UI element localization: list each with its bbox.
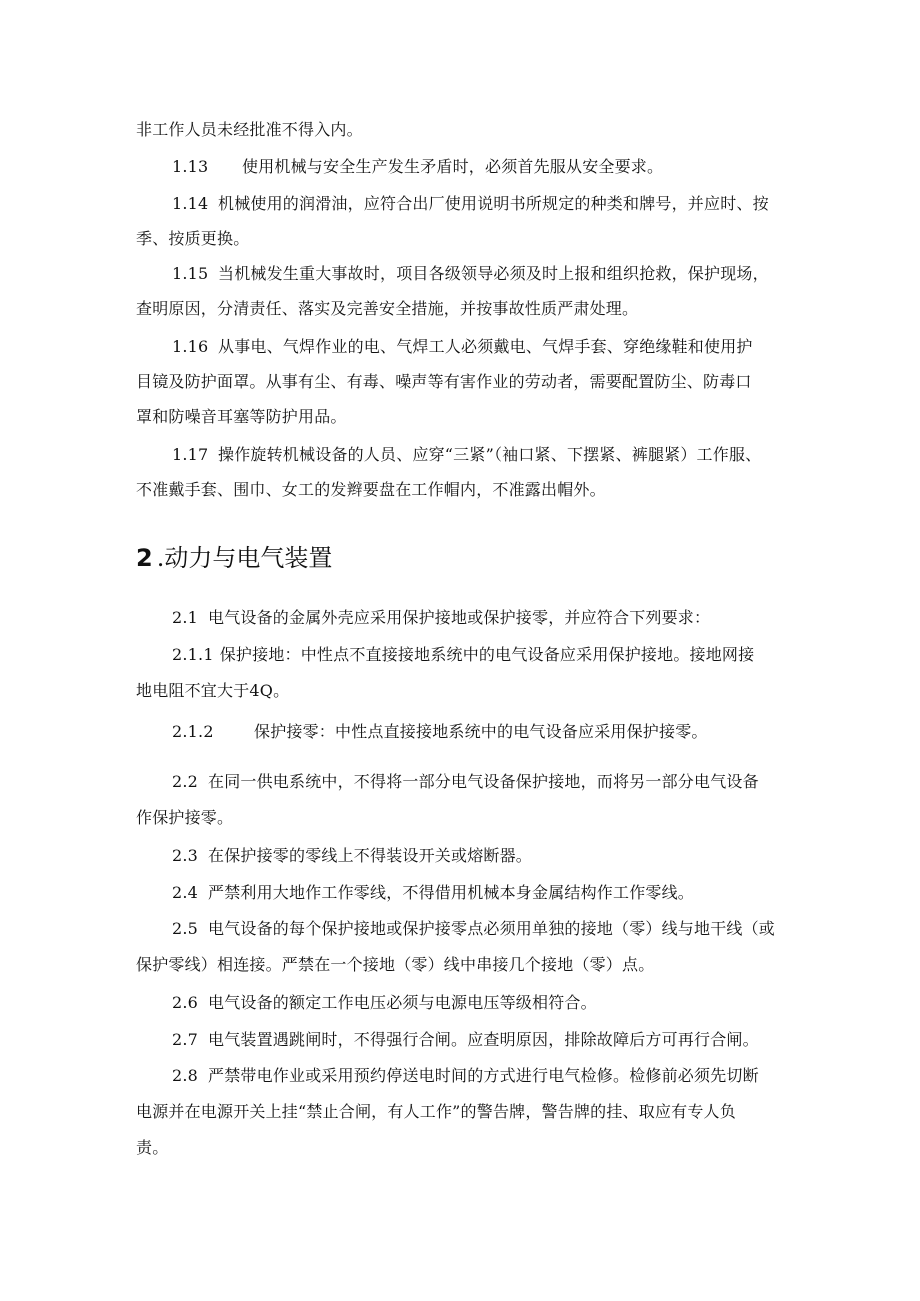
clause-1-16 <box>172 337 753 357</box>
clause-1-15-cont: 查明原因，分清责任、落实及完善安全措施，并按事故性质严肃处理。 <box>136 299 639 318</box>
clause-number: 2.7 <box>172 1030 199 1049</box>
clause-2-2 <box>172 772 759 792</box>
clause-2-3 <box>172 846 532 866</box>
clause-2-5 <box>172 919 775 939</box>
clause-number: 2.2 <box>172 772 199 791</box>
clause-number: 2.1.1 <box>172 645 214 664</box>
clause-2-8-cont: 电源并在电源开关上挂“禁止合闸，有人工作”的警告牌，警告牌的挂、取应有专人负 <box>136 1102 736 1121</box>
clause-2-6 <box>172 993 597 1013</box>
clause-text: 操作旋转机械设备的人员、应穿“三紧”（袖口紧、下摆紧、裤腿紧）工作服、 <box>218 445 762 464</box>
clause-text: 当机械发生重大事故时，项目各级领导必须及时上报和组织抢救，保护现场， <box>218 264 769 283</box>
clause-2-1 <box>172 608 710 628</box>
clause-1-13 <box>172 157 663 177</box>
clause-text: 在同一供电系统中，不得将一部分电气设备保护接地，而将另一部分电气设备 <box>208 772 759 791</box>
clause-number: 1.15 <box>172 264 209 283</box>
section-number: 2 <box>136 544 153 572</box>
clause-text: 电气设备的额定工作电压必须与电源电压等级相符合。 <box>208 993 597 1012</box>
clause-text: 从事电、气焊作业的电、气焊工人必须戴电、气焊手套、穿绝缘鞋和使用护 <box>218 337 753 356</box>
clause-text: 在保护接零的零线上不得装设开关或熔断器。 <box>208 846 533 865</box>
paragraph-continuation: 非工作人员未经批准不得入内。 <box>136 120 363 139</box>
clause-number: 1.16 <box>172 337 209 356</box>
clause-2-2-cont: 作保护接零。 <box>136 808 234 827</box>
clause-number: 2.8 <box>172 1066 199 1085</box>
clause-1-17-cont: 不准戴手套、围巾、女工的发辫要盘在工作帽内，不准露出帽外。 <box>136 480 606 499</box>
clause-text: 电气设备的金属外壳应采用保护接地或保护接零，并应符合下列要求： <box>208 608 711 627</box>
clause-1-14-cont: 季、按质更换。 <box>136 229 250 248</box>
clause-number: 1.14 <box>172 194 209 213</box>
clause-text: 使用机械与安全生产发生矛盾时，必须首先服从安全要求。 <box>242 157 664 176</box>
clause-2-4 <box>172 883 694 903</box>
section-title: .动力与电气装置 <box>156 544 333 572</box>
clause-1-17 <box>172 445 761 465</box>
clause-2-1-2 <box>172 722 708 742</box>
clause-number: 2.5 <box>172 919 199 938</box>
clause-2-8-cont2: 责。 <box>136 1138 169 1157</box>
clause-number: 1.13 <box>172 157 209 176</box>
clause-1-14 <box>172 194 769 214</box>
clause-2-8 <box>172 1066 759 1086</box>
clause-text: 严禁利用大地作工作零线，不得借用机械本身金属结构作工作零线。 <box>208 883 695 902</box>
clause-2-1-1 <box>172 645 754 665</box>
clause-number: 2.6 <box>172 993 199 1012</box>
clause-text: 机械使用的润滑油，应符合出厂使用说明书所规定的种类和牌号，并应时、按 <box>218 194 769 213</box>
clause-text: 保护接地：中性点不直接接地系统中的电气设备应采用保护接地。接地网接 <box>219 645 755 664</box>
clause-number: 1.17 <box>172 445 209 464</box>
clause-2-1-1-cont: 地电阻不宜大于4Q。 <box>136 681 290 700</box>
clause-number: 2.4 <box>172 883 199 902</box>
clause-2-7 <box>172 1030 759 1050</box>
clause-1-16-cont: 目镜及防护面罩。从事有尘、有毒、噪声等有害作业的劳动者，需要配置防尘、防毒口 <box>136 372 752 391</box>
clause-1-15 <box>172 264 769 284</box>
clause-text: 电气装置遇跳闸时，不得强行合闸。应查明原因，排除故障后方可再行合闸。 <box>208 1030 759 1049</box>
clause-2-5-cont: 保护零线）相连接。严禁在一个接地（零）线中串接几个接地（零）点。 <box>136 955 655 974</box>
clause-text: 严禁带电作业或采用预约停送电时间的方式进行电气检修。检修前必须先切断 <box>208 1066 759 1085</box>
section-heading <box>136 542 332 574</box>
clause-number: 2.1 <box>172 608 199 627</box>
clause-number: 2.1.2 <box>172 722 214 741</box>
clause-number: 2.3 <box>172 846 199 865</box>
clause-text: 电气设备的每个保护接地或保护接零点必须用单独的接地（零）线与地干线（或 <box>208 919 776 938</box>
clause-1-16-cont2: 罩和防噪音耳塞等防护用品。 <box>136 407 347 426</box>
clause-text: 保护接零：中性点直接接地系统中的电气设备应采用保护接零。 <box>254 722 708 741</box>
